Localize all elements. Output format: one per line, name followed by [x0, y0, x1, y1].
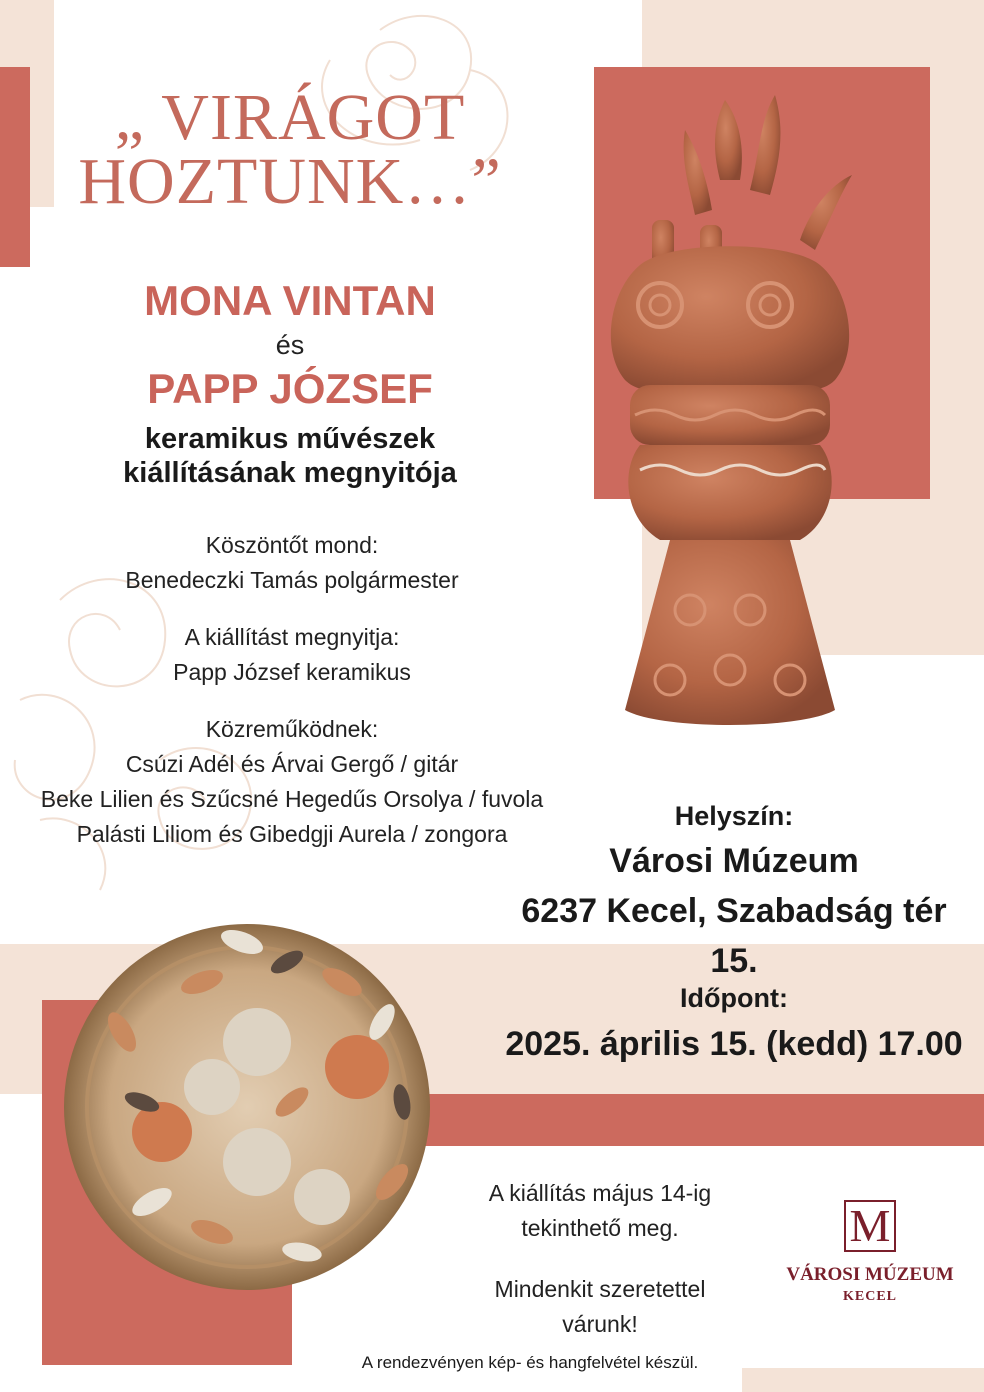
- closing-line-2: tekinthető meg.: [521, 1215, 679, 1241]
- venue-address: 6237 Kecel, Szabadság tér 15.: [521, 892, 947, 980]
- logo-city: KECEL: [842, 1289, 897, 1304]
- artist-name-1: MONA VINTAN: [144, 277, 436, 324]
- venue-label: Helyszín:: [674, 801, 794, 831]
- greeting-person: Benedeczki Tamás polgármester: [125, 567, 459, 593]
- subtitle-line-1: keramikus művészek: [144, 423, 436, 455]
- time-value: 2025. április 15. (kedd) 17.00: [505, 1025, 963, 1063]
- greeting-label: Köszöntőt mond:: [205, 532, 379, 558]
- time-label: Időpont:: [680, 983, 788, 1013]
- performer-line: Csúzi Adél és Árvai Gergő / gitár: [125, 751, 459, 777]
- performers-label: Közreműködnek:: [205, 716, 379, 742]
- bg-peach-bottom-right: [742, 1368, 984, 1392]
- performer-line: Palásti Liliom és Gibedgji Aurela / zongora: [76, 821, 508, 847]
- subtitle-line-2: kiállításának megnyitója: [123, 457, 457, 489]
- artists-block: [60, 278, 520, 412]
- subtitle: [40, 422, 540, 490]
- artists-conjunction: és: [275, 330, 305, 360]
- museum-logo: [770, 1200, 970, 1306]
- title-line-2: HOZTUNK…”: [78, 145, 502, 218]
- closing-line-4: várunk!: [562, 1311, 638, 1337]
- closing-block: [440, 1176, 760, 1342]
- ceramic-vase-image: [600, 90, 860, 740]
- logo-name: VÁROSI MÚZEUM: [786, 1264, 954, 1285]
- closing-line-1: A kiállítás május 14-ig: [488, 1180, 712, 1206]
- opening-label: A kiállítást megnyitja:: [184, 624, 400, 650]
- title-line-1: „ VIRÁGOT: [114, 81, 466, 154]
- logo-mark: [844, 1200, 896, 1252]
- performer-line: Beke Lilien és Szűcsné Hegedűs Orsolya / fuvola: [40, 786, 544, 812]
- recording-note: A rendezvényen kép- és hangfelvétel készül.: [361, 1353, 699, 1372]
- venue-block: [494, 796, 974, 986]
- venue-name: Városi Múzeum: [609, 842, 859, 880]
- logo-letter: M: [849, 1200, 891, 1251]
- closing-line-3: Mindenkit szeretettel: [494, 1276, 706, 1302]
- artist-name-2: PAPP JÓZSEF: [147, 365, 433, 412]
- opening-person: Papp József keramikus: [173, 659, 411, 685]
- event-title: [60, 81, 520, 218]
- ceramic-plate-image: [62, 922, 432, 1292]
- time-block: [494, 978, 974, 1070]
